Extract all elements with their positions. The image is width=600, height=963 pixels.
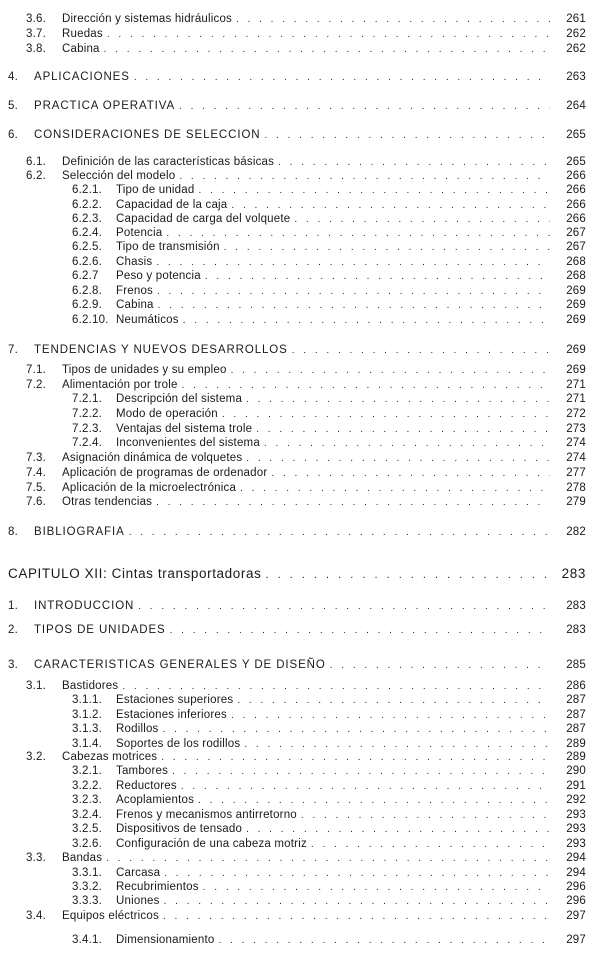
toc-entry-page-number: 266 bbox=[566, 199, 586, 211]
toc-entry bbox=[0, 866, 586, 881]
toc-entry-number: 3.6. bbox=[26, 13, 46, 25]
toc-entry-page-number: 266 bbox=[566, 213, 586, 225]
toc-entry-title: Neumáticos bbox=[116, 314, 179, 326]
toc-entry-title: Definición de las características básicas bbox=[62, 156, 275, 168]
toc-entry-title: Selección del modelo bbox=[62, 170, 176, 182]
toc-entry-number: 7.2. bbox=[26, 379, 46, 391]
toc-entry-title: Ruedas bbox=[62, 28, 103, 40]
toc-entry bbox=[0, 793, 586, 808]
toc-entry-page-number: 297 bbox=[566, 910, 586, 922]
toc-entry bbox=[0, 623, 586, 638]
toc-entry-number: 7.6. bbox=[26, 496, 46, 508]
toc-entry-page-number: 297 bbox=[566, 934, 586, 946]
toc-entry-title: Aplicación de la microelectrónica bbox=[62, 482, 237, 494]
toc-entry-title: Peso y potencia bbox=[116, 270, 201, 282]
toc-entry bbox=[0, 722, 586, 737]
toc-entry bbox=[0, 750, 586, 765]
toc-entry-number: 3.2.3. bbox=[72, 794, 102, 806]
toc-entry-title: Acoplamientos bbox=[116, 794, 195, 806]
toc-entry-page-number: 283 bbox=[561, 566, 586, 581]
toc-entry-title: Cabezas motrices bbox=[62, 751, 158, 763]
dot-leader bbox=[294, 213, 550, 227]
toc-entry-page-number: 265 bbox=[566, 129, 586, 141]
toc-entry bbox=[0, 808, 586, 823]
toc-entry-page-number: 293 bbox=[566, 809, 586, 821]
toc-entry bbox=[0, 407, 586, 422]
toc-entry-title: Dirección y sistemas hidráulicos bbox=[62, 13, 233, 25]
toc-entry bbox=[0, 128, 586, 143]
toc-entry-page-number: 287 bbox=[566, 709, 586, 721]
toc-entry bbox=[0, 436, 586, 451]
toc-entry bbox=[0, 99, 586, 114]
dot-leader bbox=[198, 794, 550, 808]
toc-entry-page-number: 269 bbox=[566, 364, 586, 376]
dot-leader bbox=[301, 809, 550, 823]
toc-entry bbox=[0, 284, 586, 299]
toc-entry bbox=[0, 909, 586, 924]
toc-entry bbox=[0, 658, 586, 673]
dot-leader bbox=[122, 680, 550, 694]
toc-entry-number: 7.3. bbox=[26, 452, 46, 464]
toc-entry-number: 6.2.6. bbox=[72, 256, 102, 268]
toc-entry-page-number: 291 bbox=[566, 780, 586, 792]
toc-entry-page-number: 264 bbox=[566, 100, 586, 112]
toc-entry-number: 6. bbox=[8, 129, 18, 141]
toc-entry-page-number: 293 bbox=[566, 823, 586, 835]
toc-entry-page-number: 287 bbox=[566, 723, 586, 735]
toc-entry-number: 7. bbox=[8, 344, 18, 356]
toc-entry-number: 3.2.2. bbox=[72, 780, 102, 792]
dot-leader bbox=[240, 482, 550, 496]
toc-entry bbox=[0, 343, 586, 358]
toc-entry-number: 1. bbox=[8, 600, 18, 612]
dot-leader bbox=[156, 496, 550, 510]
toc-entry-page-number: 289 bbox=[566, 738, 586, 750]
toc-entry-number: 3.1.1. bbox=[72, 694, 102, 706]
dot-leader bbox=[205, 270, 550, 284]
dot-leader bbox=[138, 600, 550, 614]
toc-entry-page-number: 293 bbox=[566, 838, 586, 850]
toc-entry bbox=[0, 255, 586, 270]
dot-leader bbox=[256, 423, 550, 437]
dot-leader bbox=[156, 256, 550, 270]
toc-entry bbox=[0, 894, 586, 909]
toc-entry-title: Bastidores bbox=[62, 680, 119, 692]
dot-leader bbox=[237, 694, 550, 708]
toc-entry bbox=[0, 708, 586, 723]
toc-entry-page-number: 266 bbox=[566, 184, 586, 196]
dot-leader bbox=[163, 910, 550, 924]
dot-leader bbox=[179, 100, 550, 114]
toc-entry-number: 3.7. bbox=[26, 28, 46, 40]
toc-entry bbox=[0, 822, 586, 837]
toc-entry-title: Rodillos bbox=[116, 723, 159, 735]
toc-entry-number: 3.2.4. bbox=[72, 809, 102, 821]
toc-entry-title: Potencia bbox=[116, 227, 163, 239]
toc-entry bbox=[0, 198, 586, 213]
toc-entry-page-number: 283 bbox=[566, 624, 586, 636]
toc-entry-number: 6.2.10. bbox=[72, 314, 109, 326]
dot-leader bbox=[231, 199, 550, 213]
toc-entry-title: CARACTERISTICAS GENERALES Y DE DISEÑO bbox=[34, 659, 326, 671]
toc-entry-page-number: 272 bbox=[566, 408, 586, 420]
toc-entry-title: Capacidad de la caja bbox=[116, 199, 228, 211]
dot-leader bbox=[170, 624, 550, 638]
toc-entry-page-number: 285 bbox=[566, 659, 586, 671]
toc-entry-number: 3.1.4. bbox=[72, 738, 102, 750]
toc-entry-page-number: 282 bbox=[566, 526, 586, 538]
toc-entry-page-number: 294 bbox=[566, 867, 586, 879]
toc-entry-number: 8. bbox=[8, 526, 18, 538]
toc-entry-number: 6.2.8. bbox=[72, 285, 102, 297]
toc-entry-title: PRACTICA OPERATIVA bbox=[34, 100, 176, 112]
toc-entry bbox=[0, 378, 586, 393]
toc-entry bbox=[0, 481, 586, 496]
toc-entry-page-number: 263 bbox=[566, 71, 586, 83]
dot-leader bbox=[179, 170, 550, 184]
dot-leader bbox=[264, 437, 550, 451]
toc-entry-page-number: 262 bbox=[566, 28, 586, 40]
toc-entry-title: Equipos eléctricos bbox=[62, 910, 159, 922]
dot-leader bbox=[157, 285, 550, 299]
dot-leader bbox=[311, 838, 550, 852]
toc-entry bbox=[0, 269, 586, 284]
toc-entry bbox=[0, 70, 586, 85]
toc-entry-number: 6.2.3. bbox=[72, 213, 102, 225]
toc-entry-page-number: 268 bbox=[566, 270, 586, 282]
toc-entry-number: 3.3.1. bbox=[72, 867, 102, 879]
toc-entry bbox=[0, 451, 586, 466]
chapter-heading bbox=[0, 567, 586, 582]
toc-entry-title: Alimentación por trole bbox=[62, 379, 178, 391]
dot-leader bbox=[265, 568, 550, 582]
dot-leader bbox=[166, 227, 550, 241]
toc-entry-title: TENDENCIAS Y NUEVOS DESARROLLOS bbox=[34, 344, 288, 356]
toc-entry-page-number: 286 bbox=[566, 680, 586, 692]
toc-entry-title: INTRODUCCION bbox=[34, 600, 135, 612]
dot-leader bbox=[182, 379, 550, 393]
dot-leader bbox=[330, 659, 550, 673]
dot-leader bbox=[172, 765, 550, 779]
toc-entry-number: 3.1. bbox=[26, 680, 46, 692]
toc-entry-number: 3.2. bbox=[26, 751, 46, 763]
toc-entry-page-number: 296 bbox=[566, 895, 586, 907]
dot-leader bbox=[203, 881, 550, 895]
dot-leader bbox=[231, 709, 550, 723]
toc-entry-title: Estaciones inferiores bbox=[116, 709, 227, 721]
toc-entry-number: 7.2.2. bbox=[72, 408, 102, 420]
toc-entry-title: CONSIDERACIONES DE SELECCION bbox=[34, 129, 261, 141]
toc-entry bbox=[0, 27, 586, 42]
dot-leader bbox=[164, 895, 550, 909]
toc-entry-number: 3.2.6. bbox=[72, 838, 102, 850]
toc-entry-number: 6.2.9. bbox=[72, 299, 102, 311]
toc-entry-title: Descripción del sistema bbox=[116, 393, 243, 405]
toc-entry-number: 5. bbox=[8, 100, 18, 112]
toc-entry-number: 3.8. bbox=[26, 43, 46, 55]
toc-entry-page-number: 287 bbox=[566, 694, 586, 706]
toc-entry-title: Configuración de una cabeza motriz bbox=[116, 838, 307, 850]
toc-entry-number: 3. bbox=[8, 659, 18, 671]
toc-entry-title: Otras tendencias bbox=[62, 496, 153, 508]
dot-leader bbox=[163, 723, 550, 737]
toc-entry-page-number: 290 bbox=[566, 765, 586, 777]
dot-leader bbox=[158, 299, 550, 313]
toc-entry-number: 6.2.5. bbox=[72, 241, 102, 253]
dot-leader bbox=[236, 13, 550, 27]
dot-leader bbox=[161, 751, 550, 765]
dot-leader bbox=[107, 28, 550, 42]
toc-entry bbox=[0, 779, 586, 794]
toc-entry-number: 3.4. bbox=[26, 910, 46, 922]
toc-entry bbox=[0, 599, 586, 614]
toc-entry-number: 6.2.7 bbox=[72, 270, 99, 282]
dot-leader bbox=[181, 780, 550, 794]
toc-entry bbox=[0, 42, 586, 57]
toc-entry-number: 7.1. bbox=[26, 364, 46, 376]
dot-leader bbox=[134, 71, 550, 85]
toc-entry-page-number: 273 bbox=[566, 423, 586, 435]
toc-entry-title: Tipo de unidad bbox=[116, 184, 195, 196]
dot-leader bbox=[183, 314, 550, 328]
dot-leader bbox=[224, 241, 550, 255]
toc-entry bbox=[0, 169, 586, 184]
toc-entry-number: 3.3. bbox=[26, 852, 46, 864]
toc-entry-page-number: 296 bbox=[566, 881, 586, 893]
toc-entry bbox=[0, 313, 586, 328]
toc-entry-number: 6.1. bbox=[26, 156, 46, 168]
toc-entry bbox=[0, 525, 586, 540]
toc-entry-number: 3.1.2. bbox=[72, 709, 102, 721]
toc-entry-page-number: 292 bbox=[566, 794, 586, 806]
dot-leader bbox=[198, 184, 550, 198]
toc-entry bbox=[0, 764, 586, 779]
toc-entry-title: Estaciones superiores bbox=[116, 694, 234, 706]
toc-entry-page-number: 265 bbox=[566, 156, 586, 168]
toc-entry-number: 3.3.3. bbox=[72, 895, 102, 907]
toc-entry-page-number: 267 bbox=[566, 241, 586, 253]
dot-leader bbox=[218, 934, 550, 948]
toc-entry-title: BIBLIOGRAFIA bbox=[34, 526, 125, 538]
dot-leader bbox=[246, 393, 550, 407]
toc-entry bbox=[0, 212, 586, 227]
toc-entry-number: 6.2.1. bbox=[72, 184, 102, 196]
toc-entry bbox=[0, 495, 586, 510]
toc-entry-number: 7.4. bbox=[26, 467, 46, 479]
toc-entry-title: Aplicación de programas de ordenador bbox=[62, 467, 268, 479]
dot-leader bbox=[106, 852, 550, 866]
toc-entry-number: 6.2.2. bbox=[72, 199, 102, 211]
dot-leader bbox=[246, 823, 550, 837]
toc-entry-number: 3.3.2. bbox=[72, 881, 102, 893]
toc-entry-number: 2. bbox=[8, 624, 18, 636]
toc-entry-title: Dimensionamiento bbox=[116, 934, 215, 946]
toc-entry-page-number: 269 bbox=[566, 299, 586, 311]
toc-entry-page-number: 279 bbox=[566, 496, 586, 508]
toc-entry-page-number: 266 bbox=[566, 170, 586, 182]
toc-entry-page-number: 268 bbox=[566, 256, 586, 268]
toc-entry-title: Recubrimientos bbox=[116, 881, 199, 893]
toc-entry bbox=[0, 363, 586, 378]
toc-entry-title: Modo de operación bbox=[116, 408, 218, 420]
toc-entry bbox=[0, 155, 586, 170]
dot-leader bbox=[292, 344, 550, 358]
toc-entry-number: 7.2.4. bbox=[72, 437, 102, 449]
toc-entry-page-number: 269 bbox=[566, 314, 586, 326]
toc-entry bbox=[0, 679, 586, 694]
toc-entry-title: Cabina bbox=[62, 43, 100, 55]
toc-entry-title: CAPITULO XII: Cintas transportadoras bbox=[8, 566, 262, 581]
toc-entry bbox=[0, 933, 586, 948]
toc-entry bbox=[0, 12, 586, 27]
toc-entry-title: Asignación dinámica de volquetes bbox=[62, 452, 243, 464]
toc-entry-title: Ventajas del sistema trole bbox=[116, 423, 253, 435]
dot-leader bbox=[265, 129, 551, 143]
toc-entry-title: APLICACIONES bbox=[34, 71, 130, 83]
toc-entry-number: 3.2.1. bbox=[72, 765, 102, 777]
toc-entry bbox=[0, 183, 586, 198]
toc-entry-title: Tambores bbox=[116, 765, 169, 777]
toc-entry-title: Chasis bbox=[116, 256, 153, 268]
dot-leader bbox=[246, 452, 550, 466]
dot-leader bbox=[104, 43, 550, 57]
toc-entry bbox=[0, 392, 586, 407]
toc-entry-page-number: 289 bbox=[566, 751, 586, 763]
toc-entry bbox=[0, 422, 586, 437]
toc-entry bbox=[0, 226, 586, 241]
toc-entry-page-number: 283 bbox=[566, 600, 586, 612]
toc-entry bbox=[0, 466, 586, 481]
toc-entry-page-number: 269 bbox=[566, 285, 586, 297]
toc-entry-number: 3.1.3. bbox=[72, 723, 102, 735]
toc-entry-number: 7.2.3. bbox=[72, 423, 102, 435]
toc-entry bbox=[0, 693, 586, 708]
toc-entry-page-number: 269 bbox=[566, 344, 586, 356]
toc-entry bbox=[0, 298, 586, 313]
dot-leader bbox=[278, 156, 550, 170]
toc-entry-title: Inconvenientes del sistema bbox=[116, 437, 260, 449]
dot-leader bbox=[129, 526, 550, 540]
toc-entry-title: Tipo de transmisión bbox=[116, 241, 220, 253]
toc-entry-title: Tipos de unidades y su empleo bbox=[62, 364, 227, 376]
toc-entry-page-number: 271 bbox=[566, 379, 586, 391]
toc-entry-page-number: 262 bbox=[566, 43, 586, 55]
toc-entry-title: Dispositivos de tensado bbox=[116, 823, 243, 835]
toc-entry-number: 3.4.1. bbox=[72, 934, 102, 946]
toc-entry-number: 3.2.5. bbox=[72, 823, 102, 835]
toc-entry-page-number: 294 bbox=[566, 852, 586, 864]
dot-leader bbox=[271, 467, 550, 481]
toc-entry-number: 7.2.1. bbox=[72, 393, 102, 405]
toc-entry-title: Frenos bbox=[116, 285, 153, 297]
toc-entry-title: Capacidad de carga del volquete bbox=[116, 213, 291, 225]
toc-entry-number: 7.5. bbox=[26, 482, 46, 494]
toc-entry-title: Frenos y mecanismos antirretorno bbox=[116, 809, 297, 821]
toc-entry-page-number: 274 bbox=[566, 452, 586, 464]
toc-entry-title: Uniones bbox=[116, 895, 160, 907]
dot-leader bbox=[164, 867, 550, 881]
toc-entry-title: Carcasa bbox=[116, 867, 161, 879]
toc-entry-page-number: 271 bbox=[566, 393, 586, 405]
toc-entry-number: 6.2. bbox=[26, 170, 46, 182]
toc-entry-page-number: 274 bbox=[566, 437, 586, 449]
toc-entry bbox=[0, 837, 586, 852]
toc-entry-title: Soportes de los rodillos bbox=[116, 738, 241, 750]
toc-entry-number: 6.2.4. bbox=[72, 227, 102, 239]
toc-entry bbox=[0, 240, 586, 255]
toc-entry-page-number: 267 bbox=[566, 227, 586, 239]
toc-entry-page-number: 277 bbox=[566, 467, 586, 479]
toc-entry-page-number: 261 bbox=[566, 13, 586, 25]
toc-entry-title: TIPOS DE UNIDADES bbox=[34, 624, 166, 636]
toc-entry bbox=[0, 880, 586, 895]
dot-leader bbox=[222, 408, 550, 422]
dot-leader bbox=[231, 364, 550, 378]
toc-entry-title: Cabina bbox=[116, 299, 154, 311]
toc-entry-title: Reductores bbox=[116, 780, 177, 792]
toc-entry-number: 4. bbox=[8, 71, 18, 83]
toc-entry bbox=[0, 851, 586, 866]
toc-entry-page-number: 278 bbox=[566, 482, 586, 494]
toc-entry-title: Bandas bbox=[62, 852, 103, 864]
